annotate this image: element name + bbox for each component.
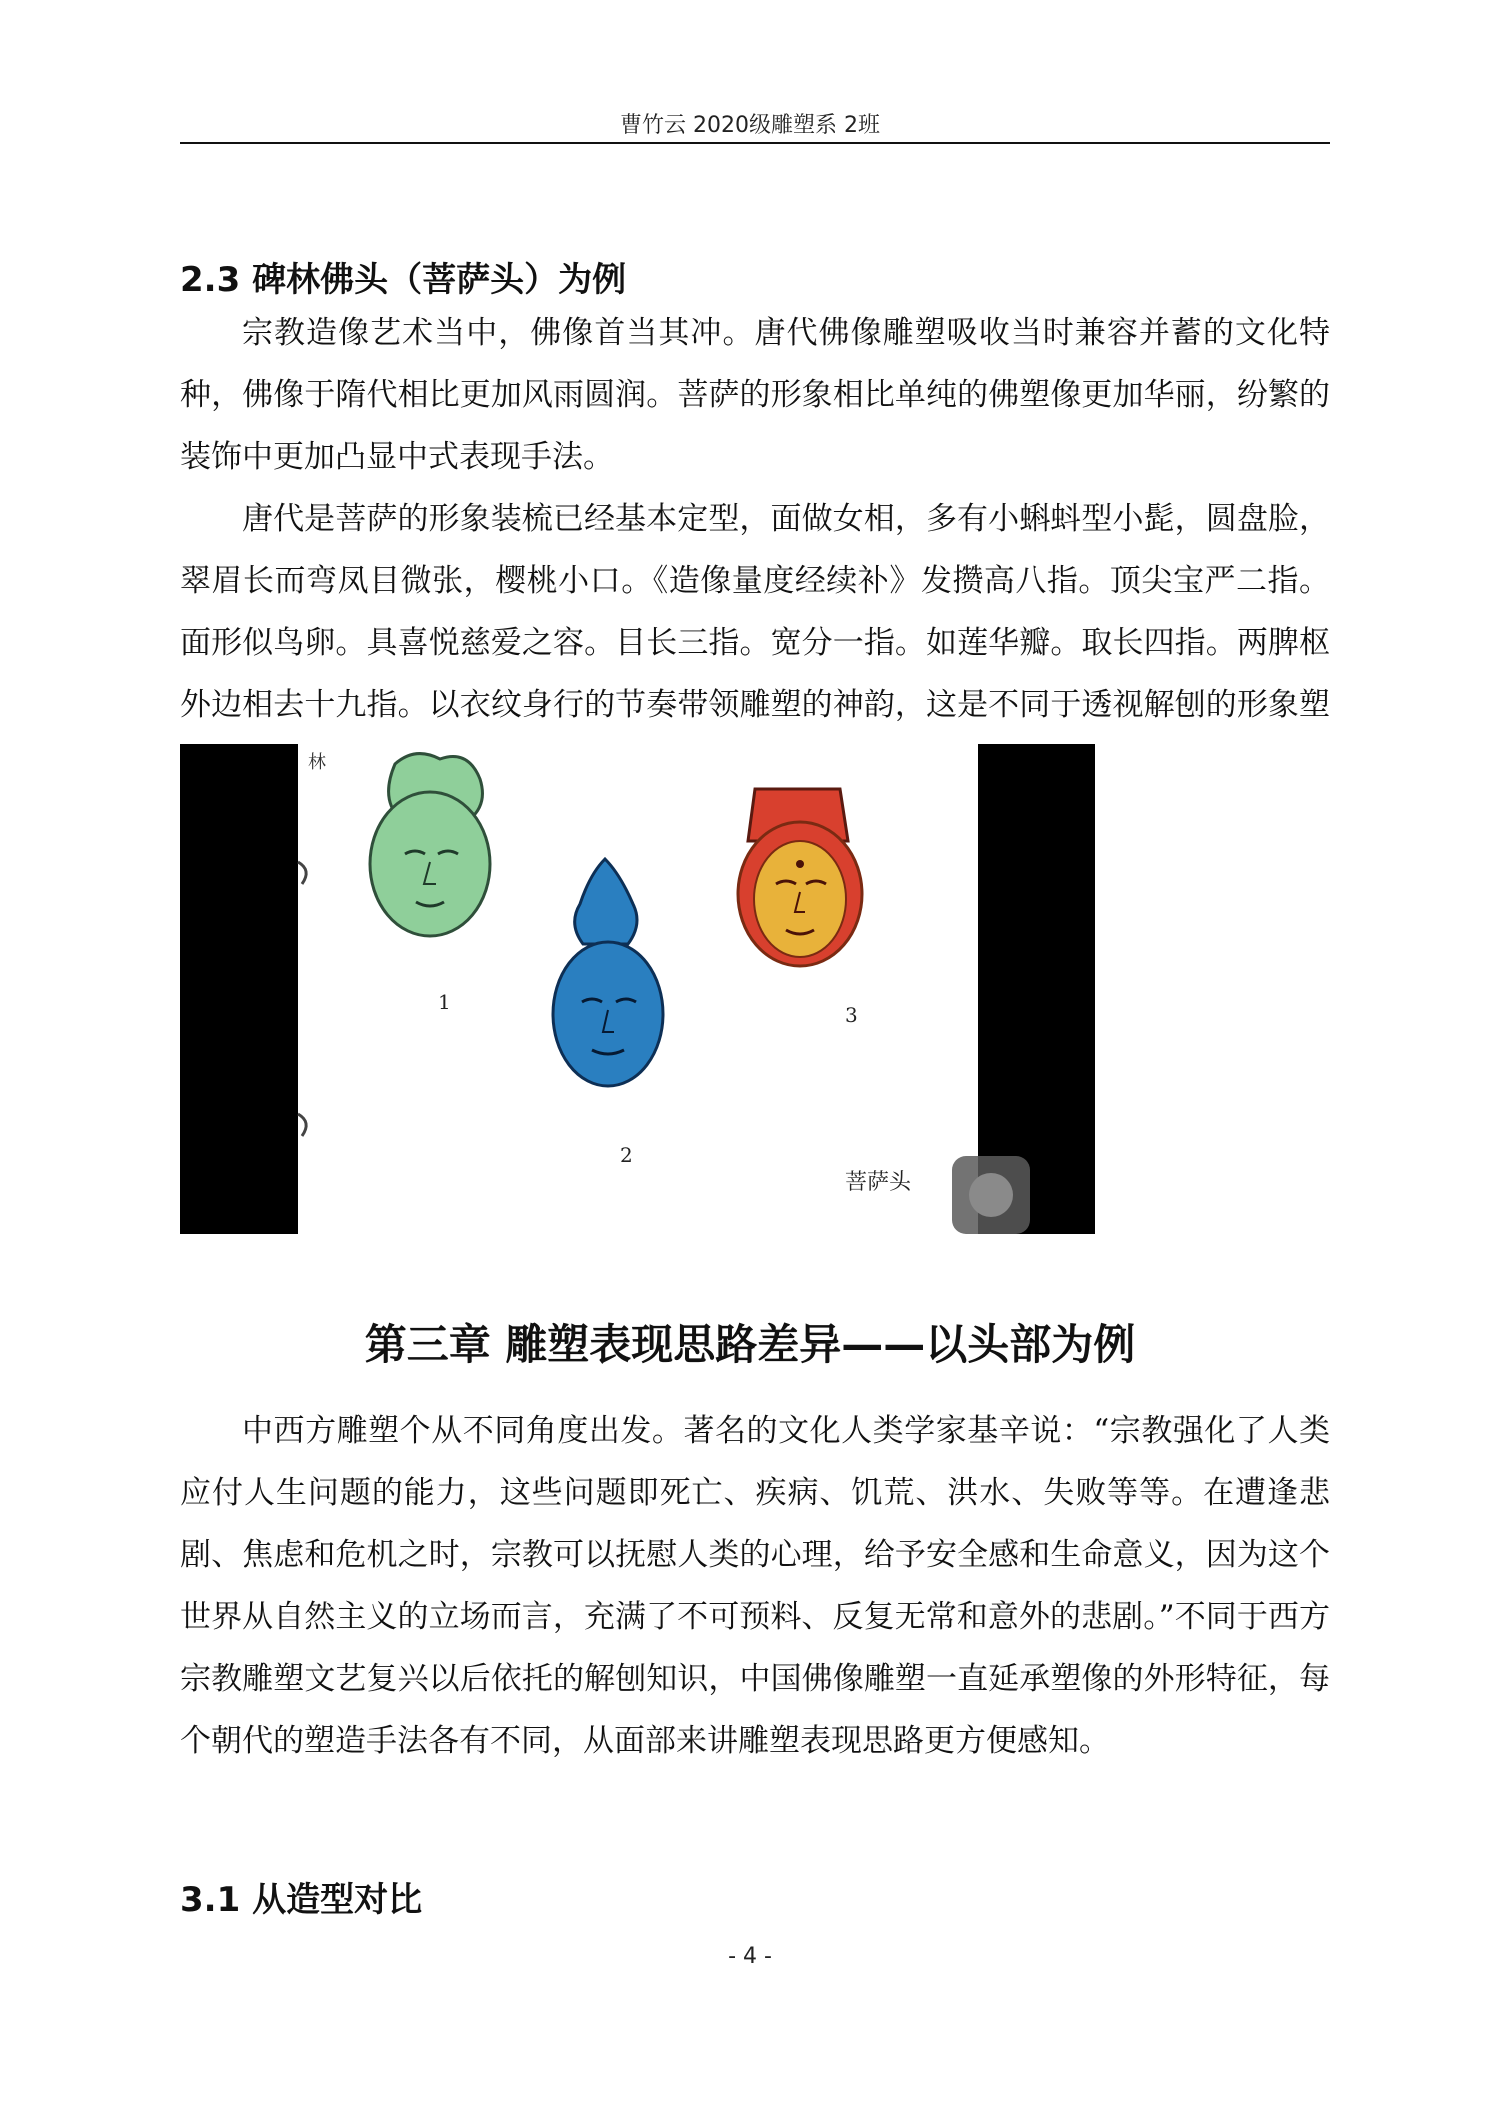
section-title-2-3: 2.3 碑林佛头（菩萨头）为例 [180, 260, 627, 300]
head-3-red [738, 789, 862, 966]
label-2: 2 [620, 1143, 633, 1167]
sketch-illustration [180, 744, 1095, 1234]
paragraph-2: 唐代是菩萨的形象装梳已经基本定型，面做女相，多有小蝌蚪型小髭，圆盘脸，翠眉长而弯凤目微张，樱桃小口。《造像量度经续补》发攒高八指。顶尖宝严二指。面形似鸟卵。具喜悦慈爱之容。目长三指。宽分一指。如莲华瓣。取长四指。两脾枢外边相去十九指。以衣纹身行的节奏带领雕塑的神韵，这是不同于透视解刨的形象塑 [180, 501, 1330, 723]
overlay-button-dot [969, 1173, 1013, 1217]
bodhisattva-sketch-figure [180, 744, 1095, 1234]
chapter-title: 第三章 雕塑表现思路差异——以头部为例 [364, 1320, 1136, 1369]
section-title-3-1: 3.1 从造型对比 [180, 1880, 423, 1920]
header-rule [180, 142, 1330, 144]
figure-caption: 菩萨头 [845, 1170, 912, 1195]
page-number: - 4 - [728, 1944, 772, 1969]
page-header: 曹竹云 2020级雕塑系 2班 [620, 113, 880, 138]
paragraph-3: 中西方雕塑个从不同角度出发。著名的文化人类学家基辛说：“宗教强化了人类应付人生问题的能力，这些问题即死亡、疾病、饥荒、洪水、失败等等。在遭逢悲剧、焦虑和危机之时，宗教可以抚慰人类的心理，给予安全感和生命意义，因为这个世界从自然主义的立场而言，充满了不可预料、反复无常和意外的悲剧。”不同于西方宗教雕塑文艺复兴以后依托的解刨知识，中国佛像雕塑一直延承塑像的外形特征，每个朝代的塑造手法各有不同，从面部来讲雕塑表现思路更方便感知。 [180, 1413, 1330, 1759]
label-1: 1 [438, 990, 451, 1014]
corner-note: 林 [308, 752, 326, 773]
label-3: 3 [845, 1003, 858, 1027]
paragraph-1: 宗教造像艺术当中，佛像首当其冲。唐代佛像雕塑吸收当时兼容并蓄的文化特种，佛像于隋代相比更加风雨圆润。菩萨的形象相比单纯的佛塑像更加华丽，纷繁的装饰中更加凸显中式表现手法。 [180, 315, 1330, 475]
